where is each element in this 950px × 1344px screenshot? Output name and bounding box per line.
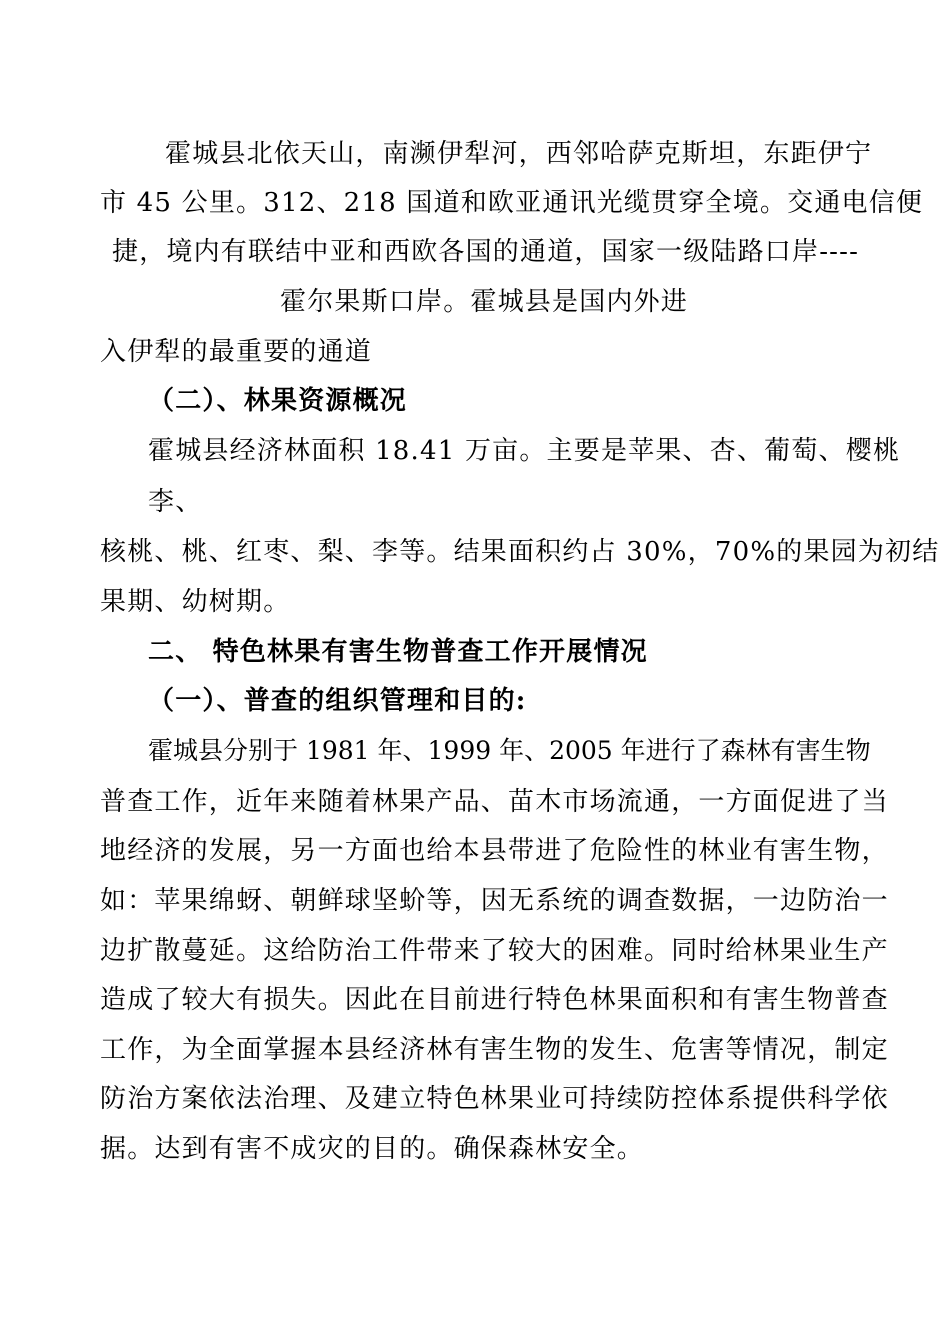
forest-fruit-line-2: 李、	[148, 487, 203, 517]
heading-forest-fruit: （二）、林果资源概况	[148, 386, 408, 416]
heading-survey-org: （一）、普查的组织管理和目的:	[148, 686, 527, 716]
survey-line-1: 霍城县分别于 1981 年、1999 年、2005 年进行了森林有害生物	[148, 736, 871, 765]
survey-line-8: 防治方案依法治理、及建立特色林果业可持续防控体系提供科学依	[100, 1084, 889, 1114]
forest-fruit-line-3: 核桃、桃、红枣、梨、李等。结果面积约占 30%，70%的果园为初结	[100, 537, 940, 567]
forest-fruit-line-1: 霍城县经济林面积 18.41 万亩。主要是苹果、杏、葡萄、樱桃	[148, 436, 901, 466]
location-line-4: 霍尔果斯口岸。霍城县是国内外进	[280, 287, 689, 317]
survey-line-7: 工作，为全面掌握本县经济林有害生物的发生、危害等情况，制定	[100, 1035, 889, 1065]
location-line-5: 入伊犁的最重要的通道	[100, 337, 373, 367]
survey-line-4: 如：苹果绵蚜、朝鲜球坚蚧等，因无系统的调查数据，一边防治一	[100, 886, 889, 916]
location-line-1: 霍城县北依天山，南濒伊犁河，西邻哈萨克斯坦，东距伊宁	[165, 139, 873, 169]
survey-line-9: 据。达到有害不成灾的目的。确保森林安全。	[100, 1134, 645, 1164]
survey-line-2: 普查工作，近年来随着林果产品、苗木市场流通，一方面促进了当	[100, 787, 889, 817]
survey-line-6: 造成了较大有损失。因此在目前进行特色林果面积和有害生物普查	[100, 985, 889, 1015]
survey-line-5: 边扩散蔓延。这给防治工件带来了较大的困难。同时给林果业生产	[100, 936, 889, 966]
heading-survey: 二、 特色林果有害生物普查工作开展情况	[148, 637, 648, 667]
location-line-3: 捷，境内有联结中亚和西欧各国的通道，国家一级陆路口岸----	[112, 237, 860, 267]
forest-fruit-line-4: 果期、幼树期。	[100, 587, 291, 617]
survey-line-3: 地经济的发展，另一方面也给本县带进了危险性的林业有害生物，	[100, 836, 889, 866]
location-line-2: 市 45 公里。312、218 国道和欧亚通讯光缆贯穿全境。交通电信便	[100, 188, 924, 218]
